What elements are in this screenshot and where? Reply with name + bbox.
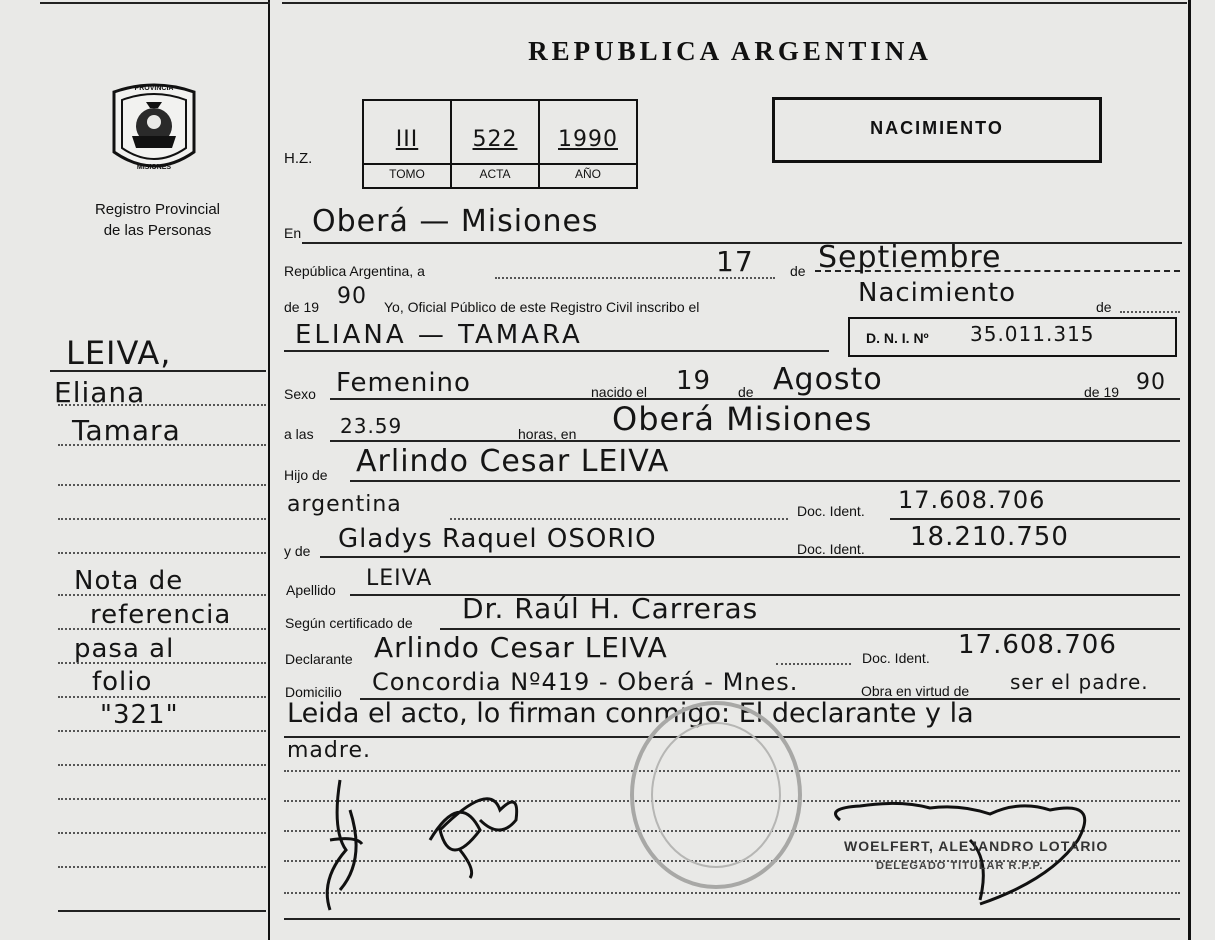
tomo-value: III [395,127,419,152]
declarant-doc-value: 17.608.706 [958,630,1117,660]
margin-note-3: pasa al [74,634,175,664]
margin-divider [268,0,270,940]
label-de-month: de [790,263,806,279]
top-rule-left [40,2,270,4]
dots-de [1120,311,1180,313]
father-doc-value: 17.608.706 [898,486,1046,514]
label-en: En [284,225,302,241]
given-names-value: ELIANA — TAMARA [295,320,583,350]
label-domicilio: Domicilio [285,684,342,700]
rule-given-names [284,350,829,352]
margin-dots-2 [58,444,266,446]
top-rule-right [282,2,1187,4]
label-hijo-de: Hijo de [284,467,328,483]
declarant-signature [310,770,400,920]
dots-nationality [450,518,788,520]
dots-declarant [776,663,851,665]
margin-dots-8 [58,662,266,664]
officer-title: DELEGADO TITULAR R.P.P. [876,860,1044,872]
label-nacido: nacido el [591,384,648,400]
rule-month [815,270,1180,272]
label-doc-ident-2: Doc. Ident. [797,541,865,557]
declarant-value: Arlindo Cesar LEIVA [374,631,668,664]
ano-value: 1990 [558,127,618,152]
margin-dots-4 [58,518,266,520]
margin-note-5: "321" [100,700,179,730]
rule-place [302,242,1182,244]
sex-value: Femenino [336,368,471,398]
year-value: 90 [337,284,367,309]
birth-month-value: Agosto [773,362,883,397]
label-doc-ident-3: Doc. Ident. [862,650,930,666]
margin-dots-14 [58,866,266,868]
place-value: Oberá — Misiones [312,204,599,239]
margin-note-4: folio [92,667,153,697]
role-value: ser el padre. [1010,670,1149,694]
time-value: 23.59 [340,414,403,438]
rule-mother [320,556,1180,558]
margin-dots-5 [58,552,266,554]
rule-father [350,480,1180,482]
registry-name [60,199,255,241]
margin-given-1: Eliana [54,376,146,409]
father-name-value: Arlindo Cesar LEIVA [356,444,670,479]
hz-label: H.Z. [284,150,313,167]
margin-note-1: Nota de [74,566,184,596]
mother-name-value: Gladys Raquel OSORIO [338,524,657,554]
margin-dots-11 [58,764,266,766]
label-de-name: de [1096,299,1112,315]
acta-value: 522 [472,127,518,152]
rule-birthplace [330,440,1180,442]
label-oficial: Yo, Oficial Público de este Registro Civil inscribo el [384,299,700,315]
margin-rule-1 [50,370,266,372]
label-y-de: y de [284,543,311,559]
signature-scribble-icon-2 [420,770,540,880]
page-title: REPUBLICA ARGENTINA [528,36,932,66]
margin-dots-6 [58,594,266,596]
certificate-type: NACIMIENTO [870,118,1004,138]
rule-father-doc [890,518,1180,520]
act-type-value: Nacimiento [858,278,1017,308]
birth-year-value: 90 [1136,370,1166,395]
margin-surname: LEIVA, [66,334,172,372]
margin-given-2: Tamara [72,414,181,447]
certificate-type-box [772,97,1102,163]
margin-note-2: referencia [90,600,232,630]
margin-dots-13 [58,832,266,834]
tomo-label: TOMO [389,167,425,181]
registry-name-line2: de las Personas [103,222,212,239]
margin-dots-12 [58,798,266,800]
surname-value: LEIVA [366,566,433,591]
label-horas: horas, en [518,426,577,442]
dni-box [848,317,1177,357]
day-value: 17 [716,245,754,278]
label-a-las: a las [284,426,314,442]
label-segun: Según certificado de [285,615,413,631]
label-doc-ident-1: Doc. Ident. [797,503,865,519]
seal-lettering-bottom: MISIONES [136,164,172,171]
record-number-box [362,99,638,189]
closing-line-2: madre. [287,738,371,763]
rule-bottom [284,918,1180,920]
official-stamp [628,700,804,890]
margin-dots-9 [58,696,266,698]
officer-name: WOELFERT, ALEJANDRO LOTARIO [844,838,1109,854]
closing-line-1: Leida el acto, lo firman conmigo: El declarante y la [287,698,974,729]
mother-doc-value: 18.210.750 [910,522,1069,552]
box-label-rule [364,163,636,165]
doctor-value: Dr. Raúl H. Carreras [462,592,759,625]
margin-rule-bottom [58,910,266,912]
signature-scribble-icon [310,770,400,920]
ano-label: AÑO [574,167,601,181]
registry-name-line1: Registro Provincial [94,201,221,218]
margin-dots-10 [58,730,266,732]
label-sexo: Sexo [284,386,316,402]
margin-dots-1 [58,404,266,406]
label-de-year: de 19 [284,299,320,315]
label-obra: Obra en virtud de [861,683,970,699]
provincial-seal [106,80,202,180]
label-de-birth-month: de [738,384,754,400]
label-apellido: Apellido [286,582,336,598]
month-value: Septiembre [818,240,1002,275]
margin-dots-3 [58,484,266,486]
mother-signature [420,770,540,880]
stamp-icon [628,700,804,890]
address-value: Concordia Nº419 - Oberá - Mnes. [372,668,799,696]
acta-label: ACTA [479,167,511,181]
seal-lettering-top: PROVINCIA [134,85,174,92]
label-republica: República Argentina, a [284,263,425,279]
margin-dots-7 [58,628,266,630]
label-declarante: Declarante [285,651,353,667]
dni-value: 35.011.315 [970,322,1095,346]
birth-place-value: Oberá Misiones [612,400,873,438]
father-nationality-value: argentina [287,492,402,517]
dni-label: D. N. I. Nº [866,330,929,346]
right-border [1188,0,1191,940]
label-de-birth-year: de 19 [1084,384,1120,400]
birth-day-value: 19 [676,366,712,396]
